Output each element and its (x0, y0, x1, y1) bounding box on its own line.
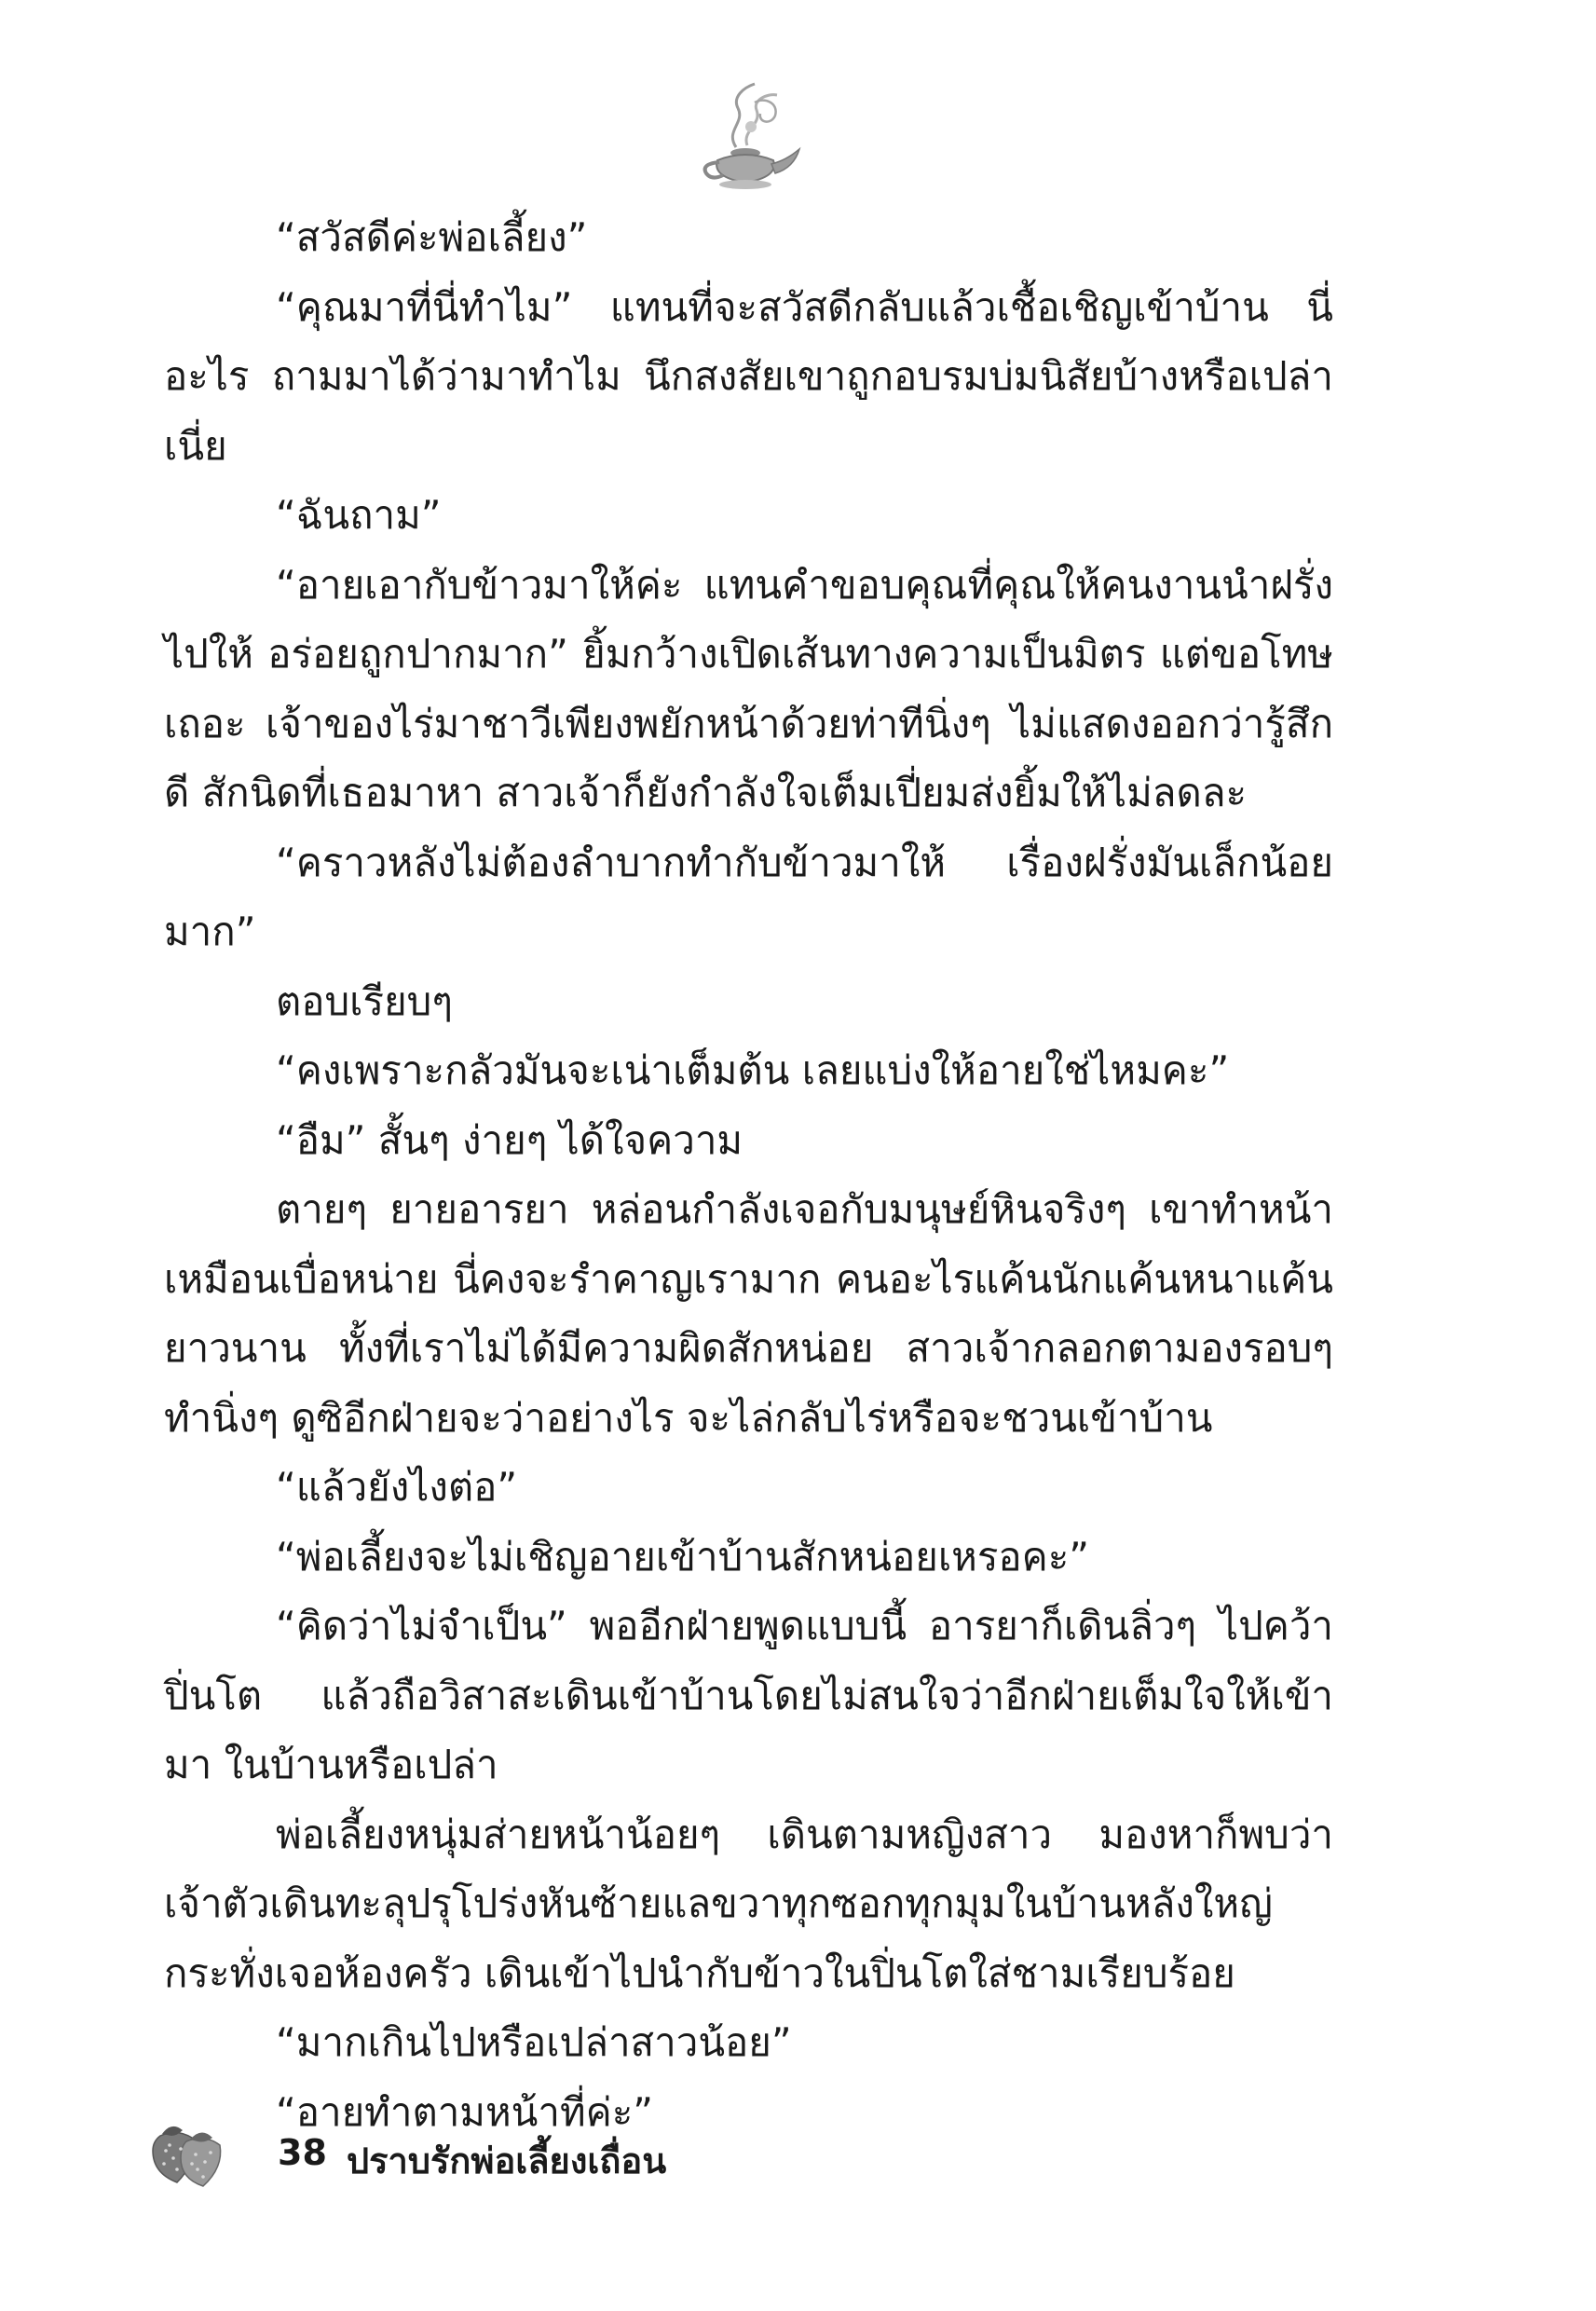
dialogue-paragraph: “สวัสดีค่ะพ่อเลี้ยง” (276, 214, 588, 260)
dialogue-paragraph: “คิดว่าไม่จำเป็น” พออีกฝ่ายพูดแบบนี้ อารยาก็เดินลิ่วๆ ไปคว้า ปิ่นโต แล้วถือวิสาสะเดินเข้าบ้านโดยไม่สนใจว่าอีกฝ่ายเต็มใจให้เข้ามา ในบ้านหรือเปล่า (164, 1603, 1333, 1787)
narration-paragraph: ตายๆ ยายอารยา หล่อนกำลังเจอกับมนุษย์หินจริงๆ เขาทำหน้า เหมือนเบื่อหน่าย นี่คงจะรำคาญเรามาก คนอะไรแค้นนักแค้นหนาแค้น ยาวนาน ทั้งที่เราไม่ได้มีความผิดสักหน่อย สาวเจ้ากลอกตามองรอบๆ ทำนิ่งๆ ดูซิอีกฝ่ายจะว่าอย่างไร จะไล่กลับไร่หรือจะชวนเข้าบ้าน (164, 1186, 1333, 1441)
dialogue-paragraph: “อืม” สั้นๆ ง่ายๆ ได้ใจความ (276, 1116, 743, 1163)
book-title: ปราบรักพ่อเลี้ยงเถื่อน (347, 2140, 667, 2181)
dialogue-paragraph: “แล้วยังไงต่อ” (276, 1464, 518, 1510)
dialogue-paragraph: “พ่อเลี้ยงจะไม่เชิญอายเข้าบ้านสักหน่อยเหรอคะ” (276, 1533, 1090, 1579)
narration-paragraph: ตอบเรียบๆ (276, 978, 453, 1024)
narration-paragraph: พ่อเลี้ยงหนุ่มส่ายหน้าน้อยๆ เดินตามหญิงสาว มองหาก็พบว่า เจ้าตัวเดินทะลุปรุโปร่งหันซ้ายแลขวาทุกซอกทุกมุมในบ้านหลังใหญ่ กระทั่งเจอห้องครัว เดินเข้าไปนำกับข้าวในปิ่นโตใส่ชามเรียบร้อย (164, 1811, 1333, 1996)
teapot-icon (689, 75, 811, 196)
dialogue-paragraph: “มากเกินไปหรือเปล่าสาวน้อย” (276, 2019, 792, 2065)
dialogue-paragraph: “อายทำตามหน้าที่ค่ะ” (276, 2088, 654, 2135)
strawberry-icon (140, 2108, 233, 2201)
page-body (164, 203, 1333, 2147)
dialogue-paragraph: “คราวหลังไม่ต้องลำบากทำกับข้าวมาให้ เรื่องฝรั่งมันเล็กน้อยมาก” (164, 839, 1333, 954)
page-number: 38 (278, 2132, 327, 2173)
dialogue-paragraph: “คงเพราะกลัวมันจะเน่าเต็มต้น เลยแบ่งให้อายใช่ไหมคะ” (276, 1047, 1230, 1093)
page-footer (140, 2108, 978, 2210)
dialogue-paragraph: “อายเอากับข้าวมาให้ค่ะ แทนคำขอบคุณที่คุณให้คนงานนำฝรั่ง ไปให้ อร่อยถูกปากมาก” ยิ้มกว้างเปิดเส้นทางความเป็นมิตร แต่ขอโทษ เถอะ เจ้าของไร่มาชาวีเพียงพยักหน้าด้วยท่าทีนิ่งๆ ไม่แสดงออกว่ารู้สึกดี สักนิดที่เธอมาหา สาวเจ้าก็ยังกำลังใจเต็มเปี่ยมส่งยิ้มให้ไม่ลดละ (164, 561, 1333, 815)
dialogue-paragraph: “ฉันถาม” (276, 492, 442, 538)
dialogue-paragraph: “คุณมาที่นี่ทำไม” แทนที่จะสวัสดีกลับแล้วเชื้อเชิญเข้าบ้าน นี่อะไร ถามมาได้ว่ามาทำไม นึกสงสัยเขาถูกอบรมบ่มนิสัยบ้างหรือเปล่าเนี่ย (164, 283, 1333, 469)
